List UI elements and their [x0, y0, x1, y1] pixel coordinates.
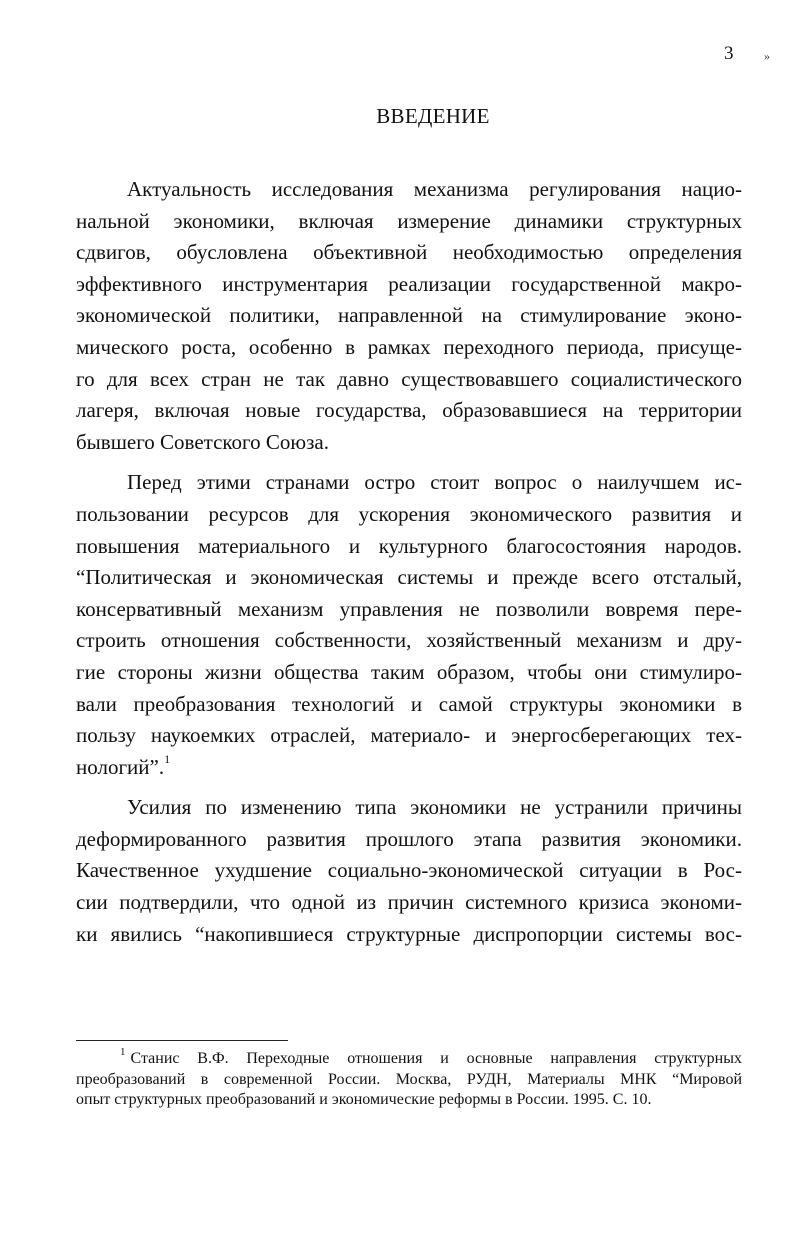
- paragraph-1-line: лагеря, включая новые государства, образовавшиеся на территории: [76, 398, 742, 423]
- footnote-number: 1: [120, 1045, 126, 1058]
- paragraph-3-line: сии подтвердили, что одной из причин системного кризиса экономи-: [76, 890, 742, 915]
- body-text: [76, 174, 742, 950]
- paragraph-2-line: гие стороны жизни общества таким образом, чтобы они стимулиро-: [76, 659, 742, 684]
- paragraph-1-line: го для всех стран не так давно существовавшего социалистического: [76, 366, 742, 391]
- paragraph-2-last-line: [76, 752, 742, 784]
- footnote: [76, 1045, 742, 1111]
- paragraph-1-line: сдвигов, обусловлена объективной необходимостью определения: [76, 240, 742, 265]
- paragraph-2-line: повышения материального и культурного благосостояния народов.: [76, 533, 742, 558]
- paragraph-2-line: Перед этими странами остро стоит вопрос о наилучшем ис-: [127, 470, 742, 495]
- paragraph-3-line: ки явились “накопившиеся структурные диспропорции системы вос-: [76, 921, 742, 946]
- paragraph-2-line: строить отношения собственности, хозяйственный механизм и дру-: [76, 628, 742, 653]
- paragraph-1-line: мического роста, особенно в рамках переходного периода, присуще-: [76, 334, 742, 359]
- paragraph-2-line: “Политическая и экономическая системы и прежде всего отсталый,: [76, 565, 742, 590]
- scan-mark: »: [764, 49, 770, 63]
- paragraph-2-line: консервативный механизм управления не позволили вовремя пере-: [76, 596, 742, 621]
- paragraph-2-line: пользовании ресурсов для ускорения экономического развития и: [76, 501, 742, 526]
- paragraph-3-line: Качественное ухудшение социально-экономической ситуации в Рос-: [76, 858, 742, 883]
- paragraph-1-line: экономической политики, направленной на стимулирование эконо-: [76, 303, 742, 328]
- footnote-text: Станис В.Ф. Переходные отношения и основные направления структурных: [130, 1050, 742, 1067]
- section-title: ВВЕДЕНИЕ: [376, 104, 490, 128]
- paragraph-2-line: вали преобразования технологий и самой структуры экономики в: [76, 691, 742, 716]
- footnote-divider: [76, 1040, 288, 1041]
- paragraph-1-line: Актуальность исследования механизма регулирования нацио-: [127, 177, 742, 201]
- paragraph-1-line: бывшего Советского Союза.: [76, 429, 329, 454]
- paragraph-1-line: нальной экономики, включая измерение динамики структурных: [76, 208, 742, 233]
- footnote-line: [76, 1045, 742, 1070]
- paragraph-3-line: деформированного развития прошлого этапа развития экономики.: [76, 826, 742, 851]
- footnote-line: преобразований в современной России. Москва, РУДН, Материалы МНК “Мировой: [76, 1070, 742, 1088]
- footnote-reference[interactable]: 1: [164, 751, 171, 766]
- paragraph-1-line: эффективного инструментария реализации государственной макро-: [76, 271, 742, 296]
- page-number: 3: [724, 43, 734, 64]
- paragraph-2-line: нологий”.: [76, 754, 165, 779]
- paragraph-2-line: пользу наукоемких отраслей, материало- и энергосберегающих тех-: [76, 723, 742, 748]
- footnote-line: опыт структурных преобразований и экономические реформы в России. 1995. С. 10.: [76, 1091, 652, 1108]
- paragraph-3-line: Усилия по изменению типа экономики не устранили причины: [127, 795, 742, 820]
